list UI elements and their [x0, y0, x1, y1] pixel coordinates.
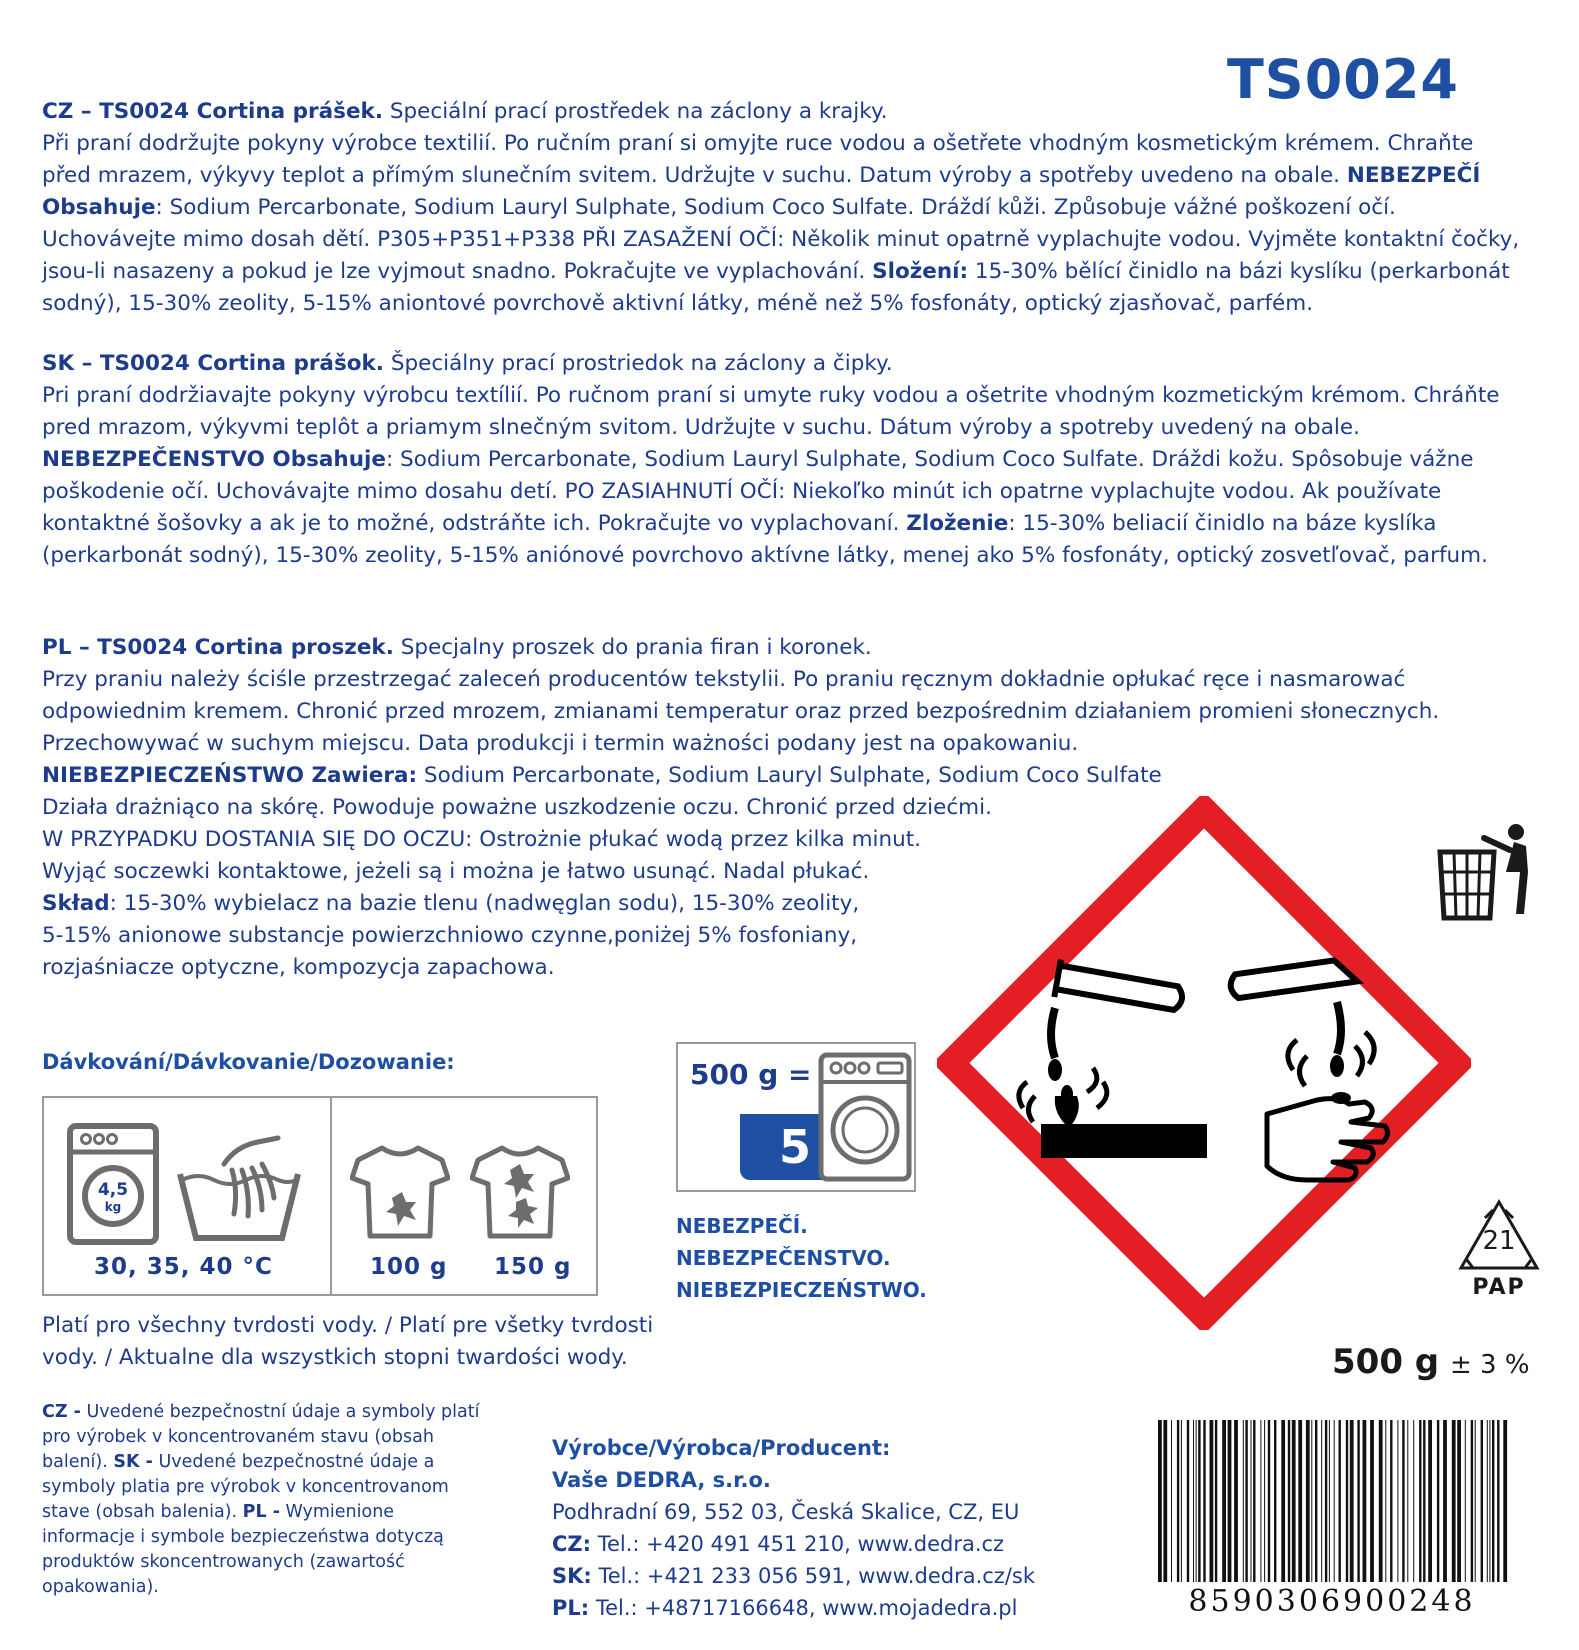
barcode-bar — [1385, 1420, 1386, 1582]
hand-wash-icon — [174, 1134, 304, 1244]
barcode-bar — [1203, 1420, 1205, 1582]
hazard-word-cz: NEBEZPEČÍ. — [676, 1214, 808, 1238]
dose-light-soil: 100 g — [370, 1254, 448, 1280]
barcode-bar — [1158, 1420, 1162, 1582]
pl-line-10: rozjaśniacze optyczne, kompozycja zapachowa. — [42, 955, 555, 980]
sk-heading: SK – TS0024 Cortina prášok. — [42, 351, 384, 376]
barcode — [1150, 1420, 1514, 1590]
note-sk-label: SK - — [113, 1452, 153, 1472]
barcode-bar — [1251, 1420, 1252, 1582]
barcode-bar — [1443, 1420, 1447, 1582]
lightly-soiled-shirt-icon — [350, 1142, 450, 1242]
barcode-bar — [1274, 1420, 1276, 1582]
machine-load — [90, 1182, 136, 1216]
barcode-bar — [1452, 1420, 1456, 1582]
barcode-bar — [1350, 1420, 1354, 1582]
producer-sk-label: SK: — [552, 1564, 592, 1588]
producer-cz-label: CZ: — [552, 1532, 592, 1556]
pl-composition-label: Skład — [42, 891, 110, 916]
barcode-bar — [1315, 1420, 1317, 1582]
recycle-bin-disposal-icon — [1430, 822, 1540, 932]
barcode-bar — [1497, 1420, 1499, 1582]
barcode-bar — [1198, 1420, 1200, 1582]
barcode-bar — [1457, 1420, 1461, 1582]
cz-composition: 15-30% bělící činidlo na bázi kyslíku (perkarbonát sodný), 15-30% zeolity, 5-15% aniontové povrchově aktivní látky, méně než 5% fosfonáty, optický zjasňovač, parfém. — [42, 259, 1510, 316]
pl-intro: Specjalny proszek do prania firan i koronek. — [393, 635, 872, 660]
barcode-bar — [1264, 1420, 1265, 1582]
sk-composition: : 15-30% beliacií činidlo na báze kyslíka (perkarbonát sodný), 15-30% zeolity, 5-15% aniónové povrchovo aktívne látky, menej ako 5% fosfonáty, optický zosvetľovač, parfum. — [42, 511, 1488, 568]
producer-address: Podhradní 69, 552 03, Česká Skalice, CZ, EU — [552, 1500, 1020, 1524]
note-pl: Wymienione informacje i symbole bezpieczeństwa dotyczą produktów skoncentrowanych (zawartość opakowania). — [42, 1502, 444, 1597]
barcode-bar — [1177, 1420, 1179, 1582]
dosing-table — [42, 1096, 598, 1296]
barcode-bar — [1243, 1420, 1244, 1582]
barcode-bar — [1413, 1420, 1414, 1582]
barcode-bar — [1334, 1420, 1335, 1582]
barcode-bar — [1503, 1420, 1507, 1582]
barcode-bar — [1379, 1420, 1383, 1582]
barcode-bar — [1419, 1420, 1421, 1582]
barcode-bar — [1298, 1420, 1302, 1582]
net-weight-tolerance: ± 3 % — [1449, 1350, 1530, 1380]
barcode-bar — [1171, 1420, 1172, 1582]
note-cz-label: CZ - — [42, 1402, 81, 1422]
dose-heavy-soil: 150 g — [494, 1254, 572, 1280]
barcode-bar — [1181, 1420, 1182, 1582]
pl-line-5: Działa drażniąco na skórę. Powoduje poważne uszkodzenie oczu. Chronić przed dziećmi. — [42, 795, 992, 820]
barcode-bar — [1288, 1420, 1290, 1582]
barcode-bar — [1481, 1420, 1483, 1582]
barcode-bar — [1281, 1420, 1285, 1582]
hazard-signal-words — [676, 1210, 927, 1306]
barcode-bar — [1260, 1420, 1261, 1582]
barcode-bar — [1390, 1420, 1392, 1582]
barcode-bar — [1407, 1420, 1408, 1582]
barcode-bar — [1325, 1420, 1327, 1582]
water-hardness-note: Platí pro všechny tvrdosti vody. / Platí pre všetky tvrdosti vody. / Aktualne dla wszystkich stopni twardości wody. — [42, 1313, 654, 1370]
package-amount: 500 g = — [690, 1058, 812, 1091]
pl-line-2: odpowiednim kremem. Chronić przed mrozem, zmianami temperatur oraz przed bezpośrednim działaniem promieni słonecznych. — [42, 699, 1440, 724]
cz-danger: NEBEZPEČÍ Obsahuje — [42, 163, 1481, 220]
barcode-bar — [1489, 1420, 1490, 1582]
barcode-bar — [1292, 1420, 1296, 1582]
pl-line-8: : 15-30% wybielacz na bazie tlenu (nadwęglan sodu), 15-30% zeolity, — [109, 891, 860, 916]
machine-load-value: 4,5 — [97, 1180, 129, 1200]
barcode-bar — [1346, 1420, 1348, 1582]
barcode-bar — [1402, 1420, 1404, 1582]
note-pl-label: PL - — [242, 1502, 280, 1522]
barcode-bar — [1210, 1420, 1214, 1582]
barcode-bar — [1357, 1420, 1359, 1582]
producer-pl-contact[interactable]: Tel.: +48717166648, www.mojadedra.pl — [589, 1596, 1018, 1620]
safety-note — [42, 1400, 482, 1600]
barcode-bar — [1311, 1420, 1312, 1582]
recycling-material: PAP — [1472, 1275, 1526, 1300]
barcode-bar — [1339, 1420, 1341, 1582]
barcode-bar — [1163, 1420, 1167, 1582]
producer-sk-contact[interactable]: Tel.: +421 233 056 591, www.dedra.cz/sk — [591, 1564, 1035, 1588]
barcode-bar — [1193, 1420, 1194, 1582]
pl-line-3: Przechowywać w suchym miejscu. Data produkcji i termin ważności podany jest na opakowaniu. — [42, 731, 1079, 756]
cz-composition-label: Složení: — [872, 259, 969, 284]
net-weight — [1332, 1342, 1530, 1382]
washing-machine-icon — [818, 1052, 912, 1182]
barcode-bar — [1215, 1420, 1217, 1582]
note-cz: Uvedené bezpečnostní údaje a symboly platí pro výrobek v koncentrovaném stavu (obsah balení). — [42, 1402, 480, 1472]
cz-intro: Speciální prací prostředek na záclony a krajky. — [383, 99, 888, 124]
barcode-bar — [1370, 1420, 1374, 1582]
sk-intro: Špeciálny prací prostriedok na záclony a čipky. — [383, 351, 893, 376]
pl-line-1: Przy praniu należy ściśle przestrzegać zaleceń producentów tekstylii. Po praniu ręcznym dokładnie opłukać ręce i nasmarować — [42, 667, 1406, 692]
hazard-word-sk: NEBEZPEČENSTVO. — [676, 1246, 891, 1270]
product-code: TS0024 — [1226, 48, 1459, 111]
barcode-bar — [1329, 1420, 1330, 1582]
note-sk: Uvedené bezpečnostné údaje a symboly platia pre výrobok v koncentrovanom stave (obsah balenia). — [42, 1452, 449, 1522]
recycling-number: 21 — [1482, 1226, 1516, 1256]
barcode-bar — [1465, 1420, 1466, 1582]
sk-danger: NEBEZPEČENSTVO Obsahuje — [42, 447, 386, 472]
producer-name: Vaše DEDRA, s.r.o. — [552, 1468, 771, 1492]
barcode-bar — [1492, 1420, 1494, 1582]
net-weight-value: 500 g — [1332, 1342, 1440, 1382]
pl-heading: PL – TS0024 Cortina proszek. — [42, 635, 394, 660]
barcode-number: 8590306900248 — [1188, 1584, 1476, 1619]
barcode-bar — [1196, 1420, 1197, 1582]
washes-count-badge: 5 — [740, 1114, 850, 1180]
package-washes-box — [676, 1042, 916, 1192]
barcode-bar — [1363, 1420, 1367, 1582]
producer-cz-contact[interactable]: Tel.: +420 491 451 210, www.dedra.cz — [591, 1532, 1005, 1556]
hazard-word-pl: NIEBEZPIECZEŃSTWO. — [676, 1278, 927, 1302]
machine-load-unit: kg — [104, 1200, 122, 1214]
barcode-bar — [1487, 1420, 1488, 1582]
producer-pl-label: PL: — [552, 1596, 590, 1620]
barcode-bar — [1253, 1420, 1255, 1582]
barcode-bar — [1321, 1420, 1322, 1582]
pl-line-9: 5-15% anionowe substancje powierzchniowo czynne,poniżej 5% fosfoniany, — [42, 923, 858, 948]
wash-temperatures: 30, 35, 40 °C — [94, 1254, 273, 1280]
barcode-bar — [1306, 1420, 1310, 1582]
pl-line-4: Sodium Percarbonate, Sodium Lauryl Sulphate, Sodium Coco Sulfate — [417, 763, 1162, 788]
dosing-divider — [330, 1098, 332, 1294]
barcode-bar — [1475, 1420, 1476, 1582]
barcode-bar — [1187, 1420, 1189, 1582]
sk-section — [42, 348, 1522, 572]
pl-danger: NIEBEZPIECZEŃSTWO Zawiera: — [42, 763, 418, 788]
barcode-bar — [1268, 1420, 1270, 1582]
barcode-bar — [1222, 1420, 1226, 1582]
producer-info — [552, 1432, 1035, 1624]
cz-heading: CZ – TS0024 Cortina prášek. — [42, 99, 384, 124]
sk-body-2: : Sodium Percarbonate, Sodium Lauryl Sulphate, Sodium Coco Sulfate. Dráždi kožu. Spôsobuje vážne poškodenie očí. Uchovávajte mimo dosahu detí. PO ZASIAHNUTÍ OČÍ: Niekoľko minút ich opatrne vyplachujte vodou. Ak používate kontaktné šošovky a ak je to možné, odstráňte ich. Pokračujte vo vyplachovaní. — [42, 447, 1474, 536]
barcode-bar — [1428, 1420, 1432, 1582]
pl-line-7: Wyjąć soczewki kontaktowe, jeżeli są i można je łatwo usunąć. Nadal płukać. — [42, 859, 870, 884]
corrosive-hazard-icon — [937, 796, 1471, 1330]
barcode-bar — [1423, 1420, 1425, 1582]
barcode-bar — [1471, 1420, 1473, 1582]
barcode-bar — [1437, 1420, 1439, 1582]
sk-composition-label: Zloženie — [906, 511, 1009, 536]
dosing-title: Dávkování/Dávkovanie/Dozowanie: — [42, 1050, 455, 1074]
pl-line-6: W PRZYPADKU DOSTANIA SIĘ DO OCZU: Ostrożnie płukać wodą przez kilka minut. — [42, 827, 922, 852]
cz-body-2: : Sodium Percarbonate, Sodium Lauryl Sulphate, Sodium Coco Sulfate. Dráždí kůži. Způsobuje vážné poškození očí. Uchovávejte mimo dosah dětí. P305+P351+P338 PŘI ZASAŽENÍ OČÍ: Několik minut opatrně vyplachujte vodou. Vyjměte kontaktní čočky, jsou-li nasazeny a pokud je lze vyjmout snadno. Pokračujte ve vyplachování. — [42, 195, 1520, 284]
heavily-soiled-shirt-icon — [470, 1142, 570, 1242]
sk-body-1: Pri praní dodržiavajte pokyny výrobcu textílií. Po ručnom praní si umyte ruky vodou a ošetrite vhodným kozmetickým krémom. Chráňte pred mrazom, výkyvmi teplôt a priamym slnečným svitom. Udržujte v suchu. Dátum výroby a spotreby uvedený na obale. — [42, 383, 1500, 440]
barcode-bar — [1245, 1420, 1247, 1582]
barcode-bar — [1234, 1420, 1238, 1582]
barcode-bar — [1397, 1420, 1398, 1582]
barcode-bar — [1228, 1420, 1232, 1582]
producer-title: Výrobce/Výrobca/Producent: — [552, 1436, 891, 1460]
cz-body-1: Při praní dodržujte pokyny výrobce textilií. Po ručním praní si omyjte ruce vodou a ošetřete vhodným kosmetickým krémem. Chraňte před mrazem, výkyvy teplot a přímým slunečním svitem. Udržujte v suchu. Datum výroby a spotřeby uvedeno na obale. — [42, 131, 1474, 188]
cz-section — [42, 96, 1522, 320]
